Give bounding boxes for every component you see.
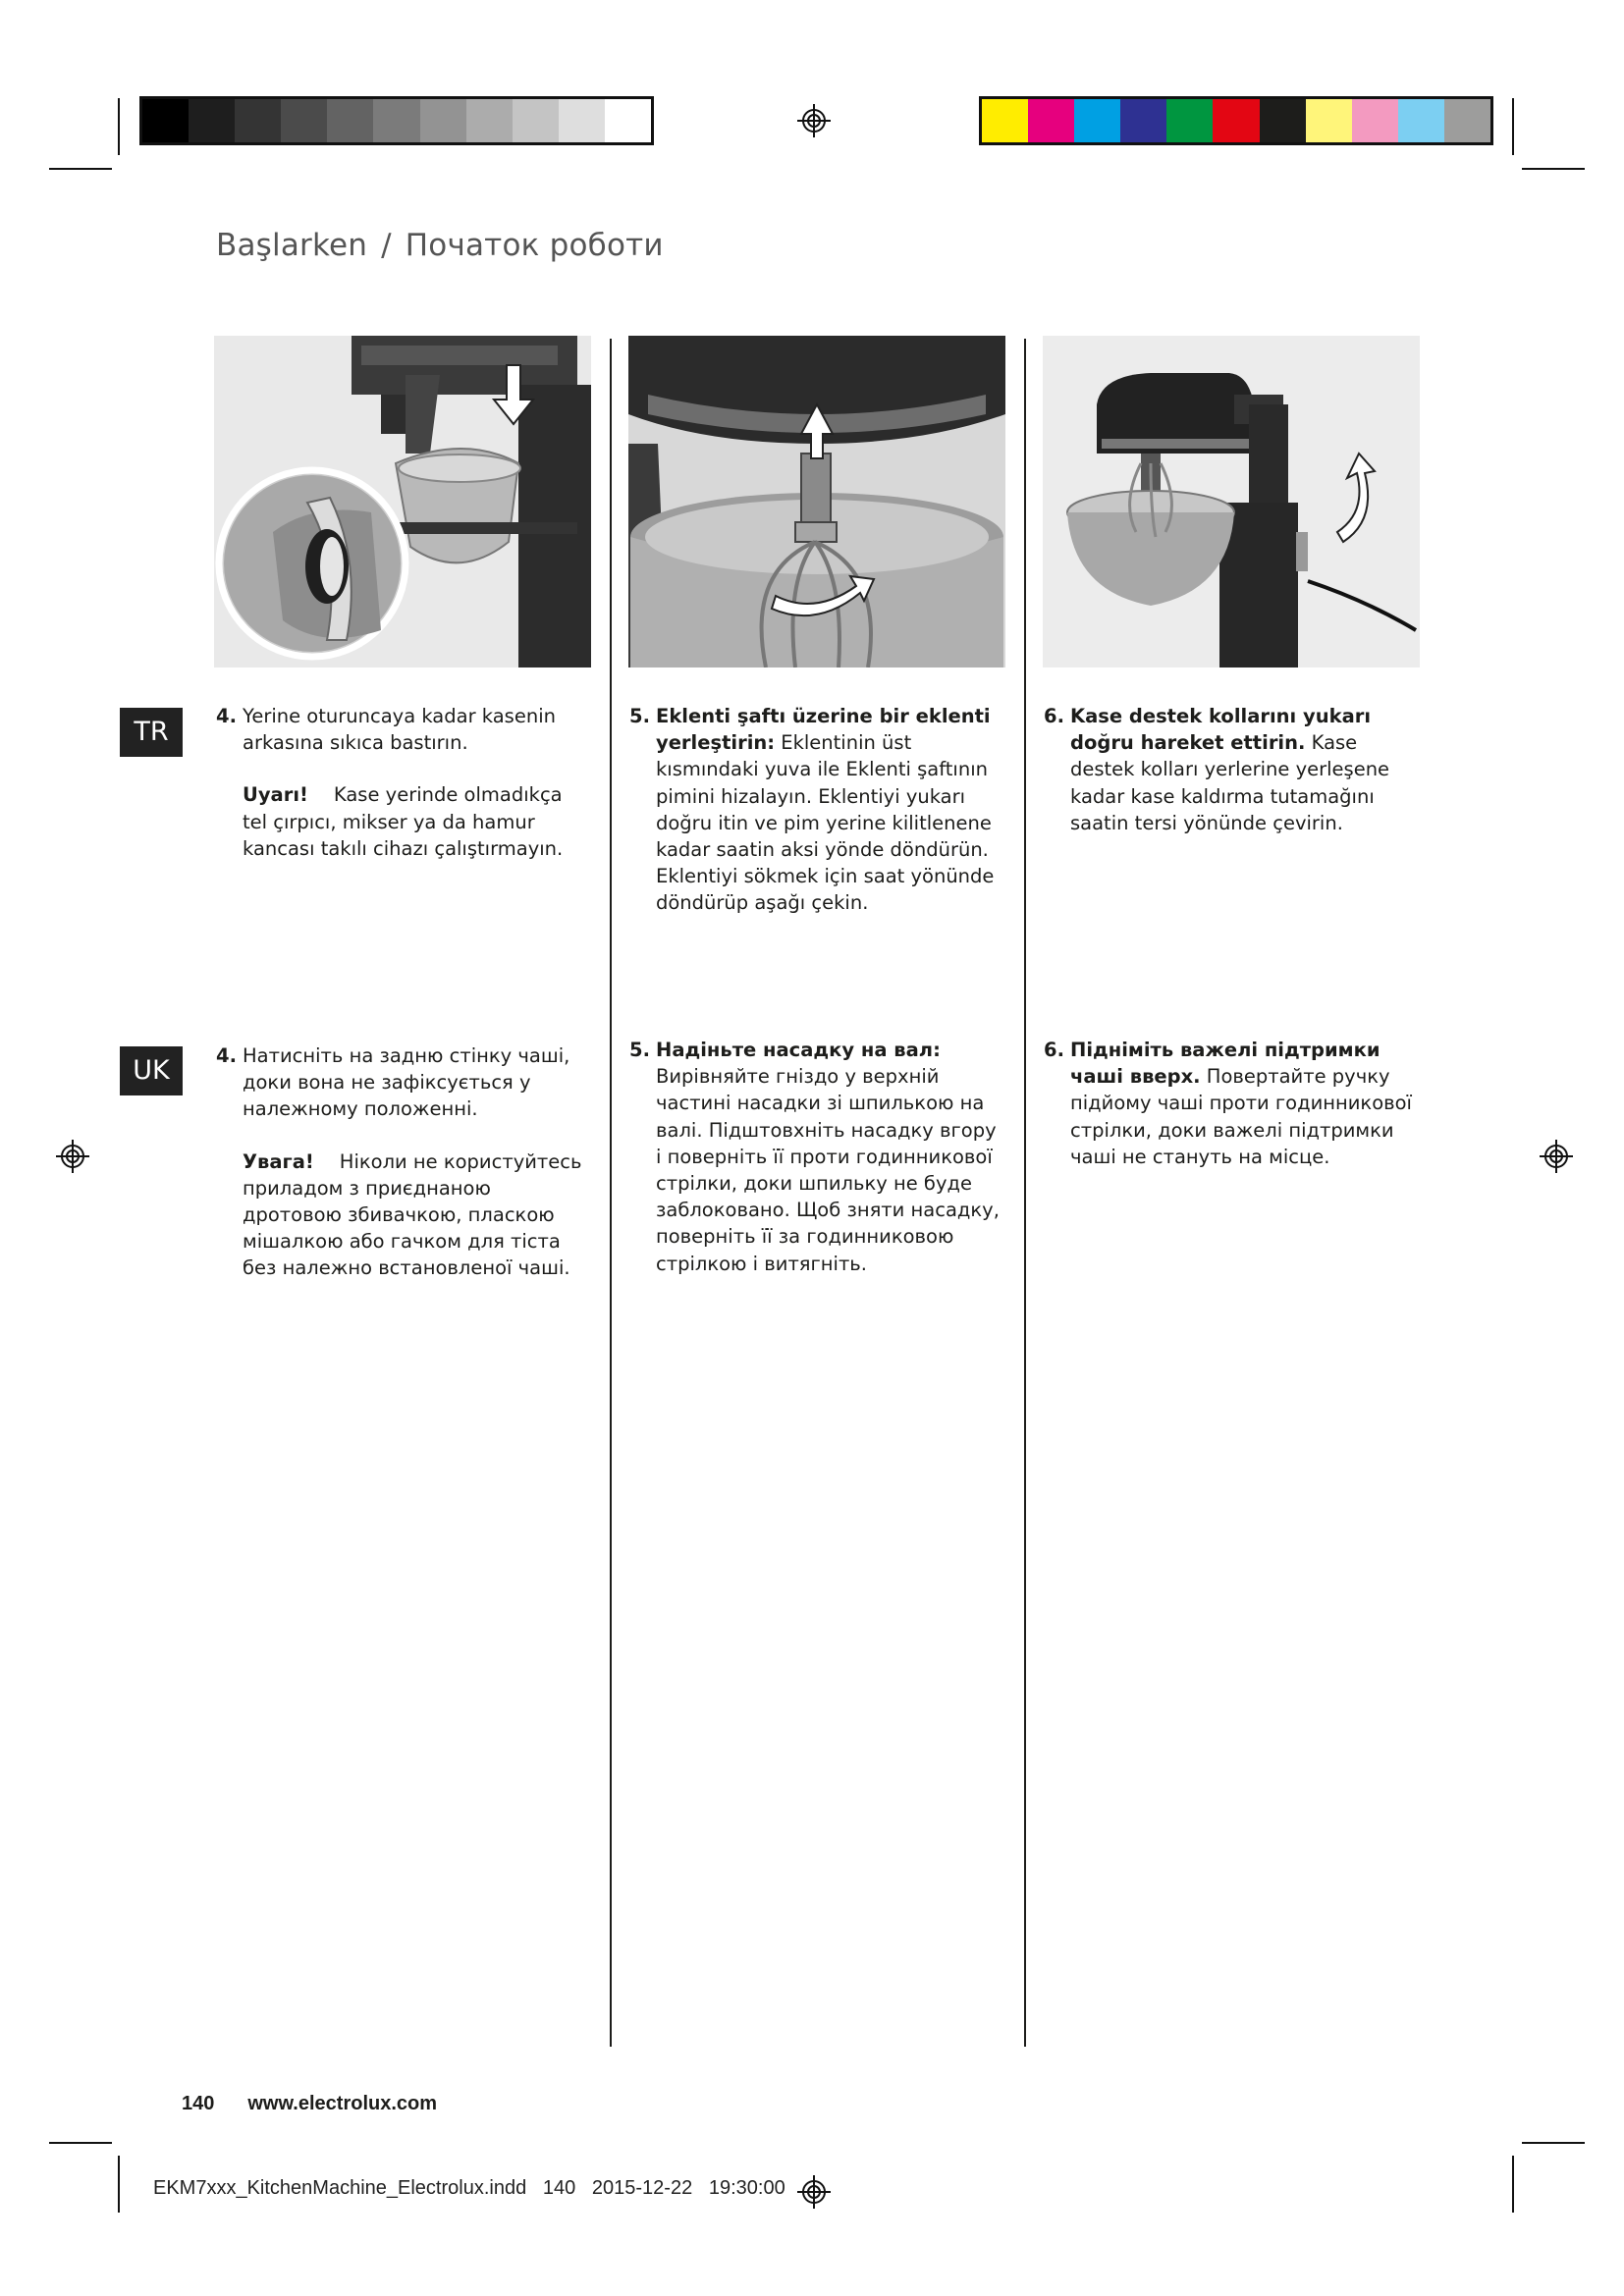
crop-mark [118, 2156, 120, 2213]
step-number: 5. [629, 1039, 650, 1061]
print-slug: EKM7xxx_KitchenMachine_Electrolux.indd 140 2015-12-22 19:30:00 [153, 2177, 785, 2199]
step-heading: Надіньте насадку на вал: [656, 1039, 941, 1061]
gray-swatch [327, 99, 373, 142]
page-title [216, 228, 664, 263]
warning-text: Ніколи не користуйтесь приладом з приєднаною дротовою збивачкою, пласкою мішалкою або гачком для тіста без належно встановленої чаші. [243, 1149, 582, 1280]
warning-label: Увага! [243, 1149, 314, 1173]
warning-label: Uyarı! [243, 783, 308, 807]
gray-swatch [235, 99, 281, 142]
page-number: 140 [182, 2093, 215, 2114]
registration-mark-icon [1540, 1140, 1573, 1173]
step-text: Yerine oturuncaya kadar kasenin arkasına sıkıca bastırın. [243, 705, 556, 755]
step-heading: Kase destek kollarını yukarı doğru hareket ettirin. [1070, 705, 1372, 755]
color-swatch [1444, 99, 1490, 142]
step-item [216, 703, 587, 756]
uk-step-6 [1044, 1037, 1415, 1170]
step-text: Повертайте ручку підйому чаші проти годинникової стрілки, доки важелі підтримки чаші не стануть на місце. [1070, 1065, 1412, 1168]
tr-step-6 [1044, 703, 1415, 836]
crop-mark [1512, 2156, 1514, 2213]
column-divider [610, 339, 612, 2047]
crop-mark [1522, 2142, 1585, 2144]
uk-step-4 [216, 1042, 587, 1282]
grayscale-calibration-bar [139, 96, 654, 145]
attachment-shaft-photo [628, 336, 1005, 667]
step-text: Kase destek kolları yerlerine yerleşene kadar kase kaldırma tutamağını saatin tersi yönünde çevirin. [1070, 731, 1390, 834]
step-number: 5. [629, 705, 650, 727]
color-swatch [1028, 99, 1074, 142]
step-heading: Підніміть важелі підтримки чаші вверх. [1070, 1039, 1380, 1089]
registration-mark-icon [797, 2175, 831, 2209]
website-link[interactable]: www.electrolux.com [247, 2093, 438, 2114]
gray-swatch [559, 99, 605, 142]
step-item [1044, 1037, 1415, 1170]
registration-mark-icon [797, 104, 831, 137]
color-calibration-bar [979, 96, 1493, 145]
step-number: 6. [1044, 705, 1064, 727]
color-swatch [1074, 99, 1120, 142]
color-swatch [1398, 99, 1444, 142]
color-swatch [1213, 99, 1259, 142]
mixer-bowl-lift-photo [1043, 336, 1420, 667]
gray-swatch [605, 99, 651, 142]
page-footer [182, 2093, 437, 2115]
gray-swatch [420, 99, 466, 142]
color-swatch [1120, 99, 1166, 142]
crop-mark [118, 98, 120, 155]
title-separator: / [381, 228, 392, 263]
step-heading: Eklenti şaftı üzerine bir eklenti yerleştirin: [656, 705, 991, 755]
language-tab-tr: TR [120, 708, 183, 757]
page-title-tr: Başlarken [216, 228, 368, 263]
page-title-uk: Початок роботи [405, 228, 664, 263]
step-number: 4. [216, 1044, 237, 1067]
step-number: 6. [1044, 1039, 1064, 1061]
mixer-bowl-lock-photo [214, 336, 591, 667]
warning-text: Kase yerinde olmadıkça tel çırpıcı, mikser ya da hamur kancası takılı cihazı çalıştırmayın. [243, 783, 564, 860]
crop-mark [49, 2142, 112, 2144]
step-item [629, 703, 1001, 917]
step-number: 4. [216, 705, 237, 727]
gray-swatch [142, 99, 189, 142]
gray-swatch [373, 99, 419, 142]
step-item [1044, 703, 1415, 836]
warning-note [216, 1148, 587, 1282]
uk-step-5 [629, 1037, 1001, 1277]
step-text: Вирівняйте гніздо у верхній частині насадки зі шпилькою на валі. Підштовхніть насадку вгору і поверніть її проти годинникової стрілки, доки шпильку не буде заблоковано. Щоб зняти насадку, поверніть її за годинниковою стрілкою і витягніть. [656, 1065, 1000, 1275]
tr-step-5 [629, 703, 1001, 917]
color-swatch [982, 99, 1028, 142]
color-swatch [1352, 99, 1398, 142]
step-item [216, 1042, 587, 1123]
column-divider [1024, 339, 1026, 2047]
step-text: Eklentinin üst kısmındaki yuva ile Eklenti şaftının pimini hizalayın. Eklentiyi yukarı doğru itin ve pim yerine kilitlenene kadar saatin aksi yönde döndürün. Eklentiyi sökmek için saat yönünde döndürüp aşağı çekin. [656, 731, 995, 915]
gray-swatch [466, 99, 513, 142]
gray-swatch [189, 99, 235, 142]
color-swatch [1260, 99, 1306, 142]
color-swatch [1306, 99, 1352, 142]
registration-mark-icon [56, 1140, 89, 1173]
crop-mark [1512, 98, 1514, 155]
warning-note [216, 781, 587, 862]
language-tab-uk: UK [120, 1046, 183, 1095]
crop-mark [1522, 168, 1585, 170]
crop-mark [49, 168, 112, 170]
step-text: Натисніть на задню стінку чаші, доки вона не зафіксується у належному положенні. [243, 1044, 570, 1121]
gray-swatch [513, 99, 559, 142]
gray-swatch [281, 99, 327, 142]
color-swatch [1166, 99, 1213, 142]
tr-step-4 [216, 703, 587, 862]
step-item [629, 1037, 1001, 1277]
